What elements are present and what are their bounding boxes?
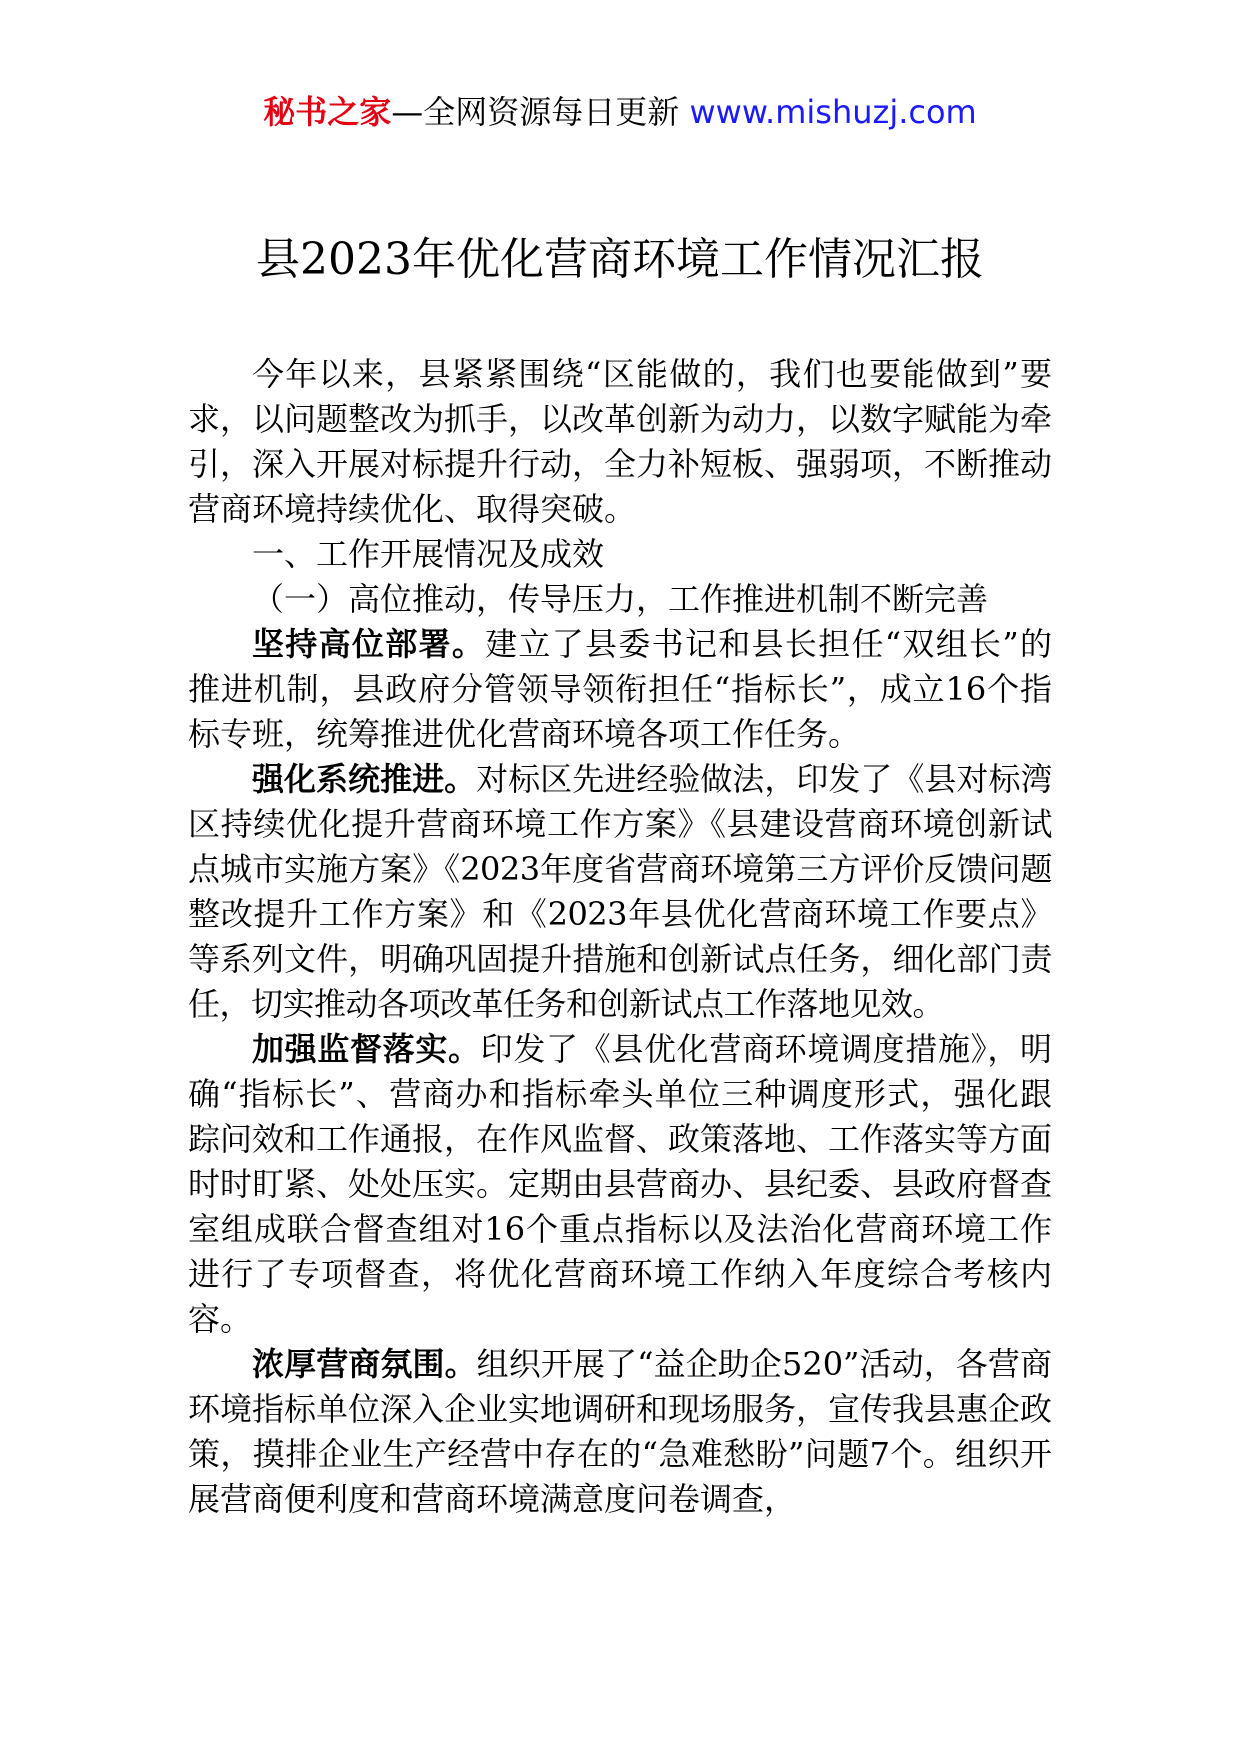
paragraph-text: 印发了《县优化营商环境调度措施》，明确“指标长”、营商办和指标牵头单位三种调度形式，强化跟踪问效和工作通报，在作风监督、政策落地、工作落实等方面时时盯紧、处处压实。定期由县营商办、县纪委、县政府督查室组成联合督查组对16个重点指标以及法治化营商环境工作进行了专项督查，将优化营商环境工作纳入年度综合考核内容。 (188, 1030, 1053, 1338)
document-title: 县2023年优化营商环境工作情况汇报 (256, 234, 984, 285)
paragraph-lead: 坚持高位部署。 (252, 625, 486, 663)
subsection-heading-text: （一）高位推动，传导压力，工作推进机制不断完善 (252, 580, 989, 618)
paragraph-lead: 浓厚营商氛围。 (252, 1345, 477, 1383)
paragraph-business-atmosphere (188, 1342, 1052, 1522)
section-heading-text: 一、工作开展情况及成效 (252, 535, 605, 573)
paragraph-high-level-deployment (188, 622, 1052, 757)
site-header (0, 92, 1240, 132)
brand-name: 秘书之家 (263, 93, 392, 131)
paragraph-supervision (188, 1027, 1052, 1342)
paragraph-lead: 强化系统推进。 (252, 760, 477, 798)
paragraph-lead: 加强监督落实。 (252, 1030, 481, 1068)
subsection-heading (188, 577, 1052, 622)
paragraph-text: 今年以来，县紧紧围绕“区能做的，我们也要能做到”要求，以问题整改为抓手，以改革创新为动力，以数字赋能为牵引，深入开展对标提升行动，全力补短板、强弱项，不断推动营商环境持续优化、取得突破。 (188, 355, 1053, 528)
site-url-link[interactable]: www.mishuzj.com (689, 93, 977, 131)
paragraph-text: 组织开展了“益企助企520”活动，各营商环境指标单位深入企业实地调研和现场服务，宣传我县惠企政策，摸排企业生产经营中存在的“急难愁盼”问题7个。组织开展营商便利度和营商环境满意度问卷调查， (188, 1345, 1053, 1518)
paragraph-text: 对标区先进经验做法，印发了《县对标湾区持续优化提升营商环境工作方案》《县建设营商环境创新试点城市实施方案》《2023年度省营商环境第三方评价反馈问题整改提升工作方案》和《2023年县优化营商环境工作要点》等系列文件，明确巩固提升措施和创新试点任务，细化部门责任，切实推动各项改革任务和创新试点工作落地见效。 (188, 760, 1052, 1023)
section-heading (188, 532, 1052, 577)
header-slogan: —全网资源每日更新 (391, 93, 680, 131)
paragraph-system-promotion (188, 757, 1052, 1027)
paragraph-text: 建立了县委书记和县长担任“双组长”的推进机制，县政府分管领导领衔担任“指标长”，成立16个指标专班，统筹推进优化营商环境各项工作任务。 (188, 625, 1052, 753)
intro-paragraph (188, 352, 1052, 532)
document-body (188, 352, 1052, 1522)
